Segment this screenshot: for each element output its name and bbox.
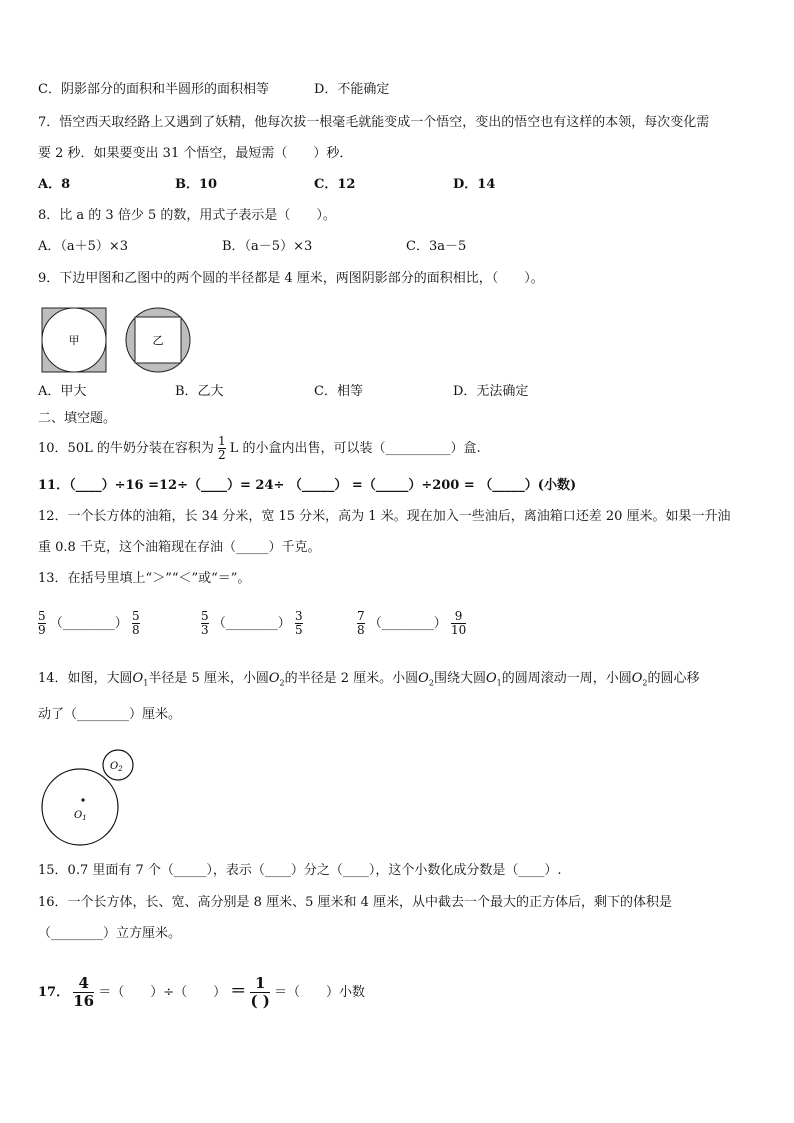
q13-item-3 (357, 604, 466, 644)
q14-o2c: O (631, 671, 643, 686)
den: 8 (357, 623, 365, 637)
q14-small-label-o: O (110, 761, 119, 772)
q9-fig-yi-label: 乙 (152, 334, 164, 347)
q10 (38, 432, 481, 466)
q8-option-c: C．3a－5 (406, 239, 467, 254)
q13-stem: 13．在括号里填上“＞”“＜”或“＝”。 (38, 571, 251, 586)
q7-option-b: B．10 (175, 177, 218, 192)
q14-o2c-sub: 2 (642, 678, 648, 688)
q9-stem: 9．下边甲图和乙图中的两个圆的半径都是 4 厘米，两图阴影部分的面积相比，（ ）。 (38, 271, 544, 286)
q12-line2: 重 0.8 千克，这个油箱现在存油（_____）千克。 (38, 540, 321, 555)
q14-o1b-sub: 1 (496, 678, 502, 688)
q8-option-a: A．（a＋5）×3 (38, 239, 129, 254)
q17-eq: ＝ (230, 981, 247, 1000)
q14-line2: 动了（________）厘米。 (38, 707, 182, 722)
q13-item1-left (38, 610, 46, 637)
q9-option-c: C．相等 (314, 384, 363, 399)
q7-option-d: D．14 (453, 177, 496, 192)
q14-p3: 的半径是 2 厘米。小圆 (284, 671, 419, 686)
den: 3 (201, 623, 209, 637)
q14-big-center (81, 798, 84, 801)
q17-label: 17． (38, 985, 70, 1000)
q13-item3-blank[interactable]: （________） (368, 616, 447, 631)
section-heading: 二、填空题。 (38, 411, 117, 426)
num: 5 (201, 609, 209, 623)
num: 9 (454, 609, 463, 623)
q9-option-a: A．甲大 (38, 384, 87, 399)
q8-stem: 8．比 a 的 3 倍少 5 的数，用式子表示是（ ）。 (38, 208, 336, 223)
q14-big-circle (42, 769, 118, 845)
q9-option-b: B．乙大 (175, 384, 224, 399)
q13-item2-blank[interactable]: （________） (212, 616, 291, 631)
q13-item2-left (201, 610, 209, 637)
q7-option-c: C．12 (314, 177, 356, 192)
q17-fraction (73, 975, 94, 1010)
q8-option-b: B．（a－5）×3 (222, 239, 313, 254)
den: 8 (131, 623, 140, 637)
q7-stem-line1: 7．悟空西天取经路上又遇到了妖精，他每次拔一根毫毛就能变成一个悟空，变出的悟空也有这样的本领，每次变化需 (38, 115, 710, 130)
num: 7 (357, 609, 365, 623)
q13-item-2 (201, 604, 303, 644)
q14-big-label (74, 810, 87, 822)
q14-o2b: O (418, 671, 429, 686)
q14-small-label (110, 761, 123, 773)
q16-line2: （________）立方厘米。 (38, 926, 182, 941)
q10-frac-den: 2 (218, 448, 226, 462)
q10-post: L 的小盒内出售，可以装（__________）盒. (229, 441, 481, 456)
num: 5 (38, 609, 46, 623)
q16-line1: 16．一个长方体，长、宽、高分别是 8 厘米、5 厘米和 4 厘米，从中截去一个最大的正方体后，剩下的体积是 (38, 895, 673, 910)
den: 16 (73, 992, 95, 1010)
den: 5 (294, 623, 303, 637)
q9-option-d: D．无法确定 (453, 384, 529, 399)
q14-o1-sub: 1 (143, 678, 149, 688)
q11: 11．（____）÷16 =12÷（____）= 24÷ （_____） =（_____）÷200 = （_____）(小数) (38, 478, 577, 493)
q17-mid: ＝（ ）÷（ ） (98, 985, 227, 1000)
q9-fig-jia-label: 甲 (68, 334, 80, 347)
q13-item1-blank[interactable]: （________） (49, 616, 128, 631)
num: 3 (294, 609, 303, 623)
q6-option-d: D．不能确定 (314, 82, 390, 97)
q14-o2-sub: 2 (279, 678, 285, 688)
q13-item2-right (295, 610, 303, 637)
q14-o2b-sub: 2 (428, 678, 434, 688)
q14-o2: O (268, 671, 280, 686)
q14-p5: 的圆周滚动一周，小圆 (501, 671, 632, 686)
q7-option-a: A．8 (38, 177, 71, 192)
q10-fraction (218, 435, 226, 462)
q17-tail: ＝（ ）小数 (274, 985, 366, 1000)
q14-o1: O (132, 671, 144, 686)
q15: 15．0.7 里面有 7 个（_____），表示（____）分之（____），这个小数化成分数是（____）. (38, 863, 562, 878)
q14-p4: 围绕大圆 (433, 671, 486, 686)
q13-item1-right (132, 610, 140, 637)
q14-big-label-sub: 1 (82, 814, 87, 822)
num: 4 (78, 974, 89, 992)
den: 10 (450, 623, 467, 637)
q12-line1: 12．一个长方体的油箱，长 34 分米，宽 15 分米，高为 1 米。现在加入一些油后，离油箱口还差 20 厘米。如果一升油 (38, 509, 731, 524)
den: 9 (38, 623, 46, 637)
q9-figures (40, 306, 200, 374)
q13-item3-right (451, 610, 466, 637)
q14-p2: 半径是 5 厘米，小圆 (148, 671, 269, 686)
q7-stem-line2: 要 2 秒．如果要变出 31 个悟空，最短需（ ）秒． (38, 146, 353, 161)
den: ( ) (250, 992, 270, 1010)
q6-option-c: C．阴影部分的面积和半圆形的面积相等 (38, 82, 269, 97)
q14-small-label-sub: 2 (118, 765, 123, 773)
num: 1 (254, 974, 266, 992)
q14-o1b: O (485, 671, 497, 686)
q10-pre: 10．50L 的牛奶分装在容积为 (38, 441, 214, 456)
q14-big-label-o: O (74, 810, 83, 821)
q14-p6: 的圆心移 (647, 671, 700, 686)
q14-figure (40, 745, 150, 851)
q17 (38, 968, 365, 1016)
q13-item-1 (38, 604, 140, 644)
q10-frac-num: 1 (218, 434, 226, 448)
q14-p1: 14．如图，大圆 (38, 671, 133, 686)
q14-line1 (38, 670, 700, 693)
q13-item3-left (357, 610, 365, 637)
num: 5 (131, 609, 140, 623)
q17-fraction2 (250, 975, 269, 1010)
